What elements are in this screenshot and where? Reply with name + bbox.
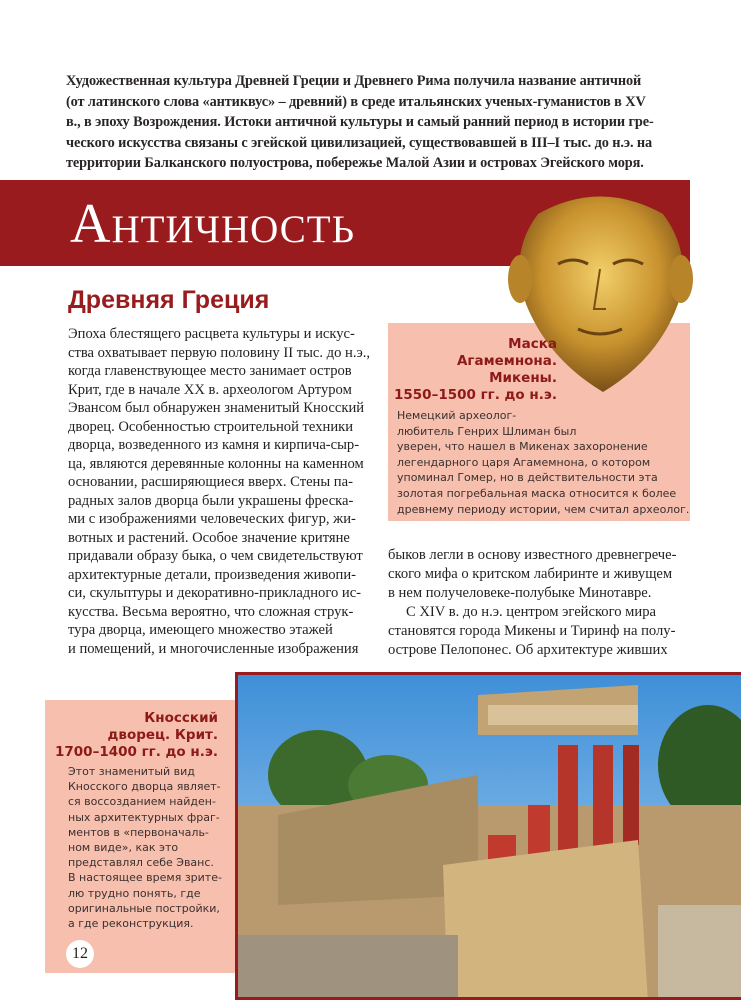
text-line: быков легли в основу известного древнегрече- [388, 547, 677, 563]
text-line: Художественная культура Древней Греции и Древнего Рима получила название античной [66, 73, 642, 89]
text-line: архитектурные детали, произведения живопи- [68, 566, 357, 583]
text-line: Эпоха блестящего расцвета культуры и искус- [68, 326, 355, 342]
page-number: 12 [66, 940, 94, 968]
text-line: Этот знаменитый вид [68, 765, 195, 778]
text-line: Микены. [489, 370, 557, 386]
text-line: золотая погребальная маска относится к более [397, 486, 677, 500]
intro-paragraph [66, 71, 692, 174]
text-line: 1700–1400 гг. до н.э. [55, 744, 218, 760]
body-column-left [68, 325, 376, 658]
text-line: тура дворца, имеющего множество этажей [68, 622, 333, 638]
text-line: дворец. Особенностью строительной техники [68, 418, 354, 435]
text-line: основании, расширяющиеся вверх. Стены па- [68, 474, 353, 490]
text-line: ского мифа о критском лабиринте и живущем [388, 566, 673, 582]
text-line: (от латинского слова «антиквус» – древний) в среде итальянских ученых-гуманистов в XV [66, 93, 646, 110]
text-line: Агамемнона. [456, 353, 557, 369]
text-line: Кносского дворца являет- [68, 780, 221, 794]
mask-caption-text [397, 408, 689, 517]
page-title: Античность [70, 193, 355, 255]
text-line: ся воссозданием найден- [68, 795, 216, 809]
text-line: уверен, что нашел в Микенах захоронение [397, 440, 648, 454]
text-line: С XIV в. до н.э. центром эгейского мира [406, 604, 656, 620]
text-line: дворец. Крит. [107, 727, 218, 743]
text-line: любитель Генрих Шлиман был [397, 424, 577, 438]
text-line: Крит, где в начале XX в. археологом Артуром [68, 381, 352, 398]
text-line: ства охватывает первую половину II тыс. до н.э., [68, 344, 371, 361]
text-line: в нем получеловеке-полубыке Минотавре. [388, 585, 652, 601]
text-line: 1550–1500 гг. до н.э. [394, 387, 557, 403]
section-heading: Древняя Греция [68, 286, 270, 314]
text-line: Маска [508, 336, 557, 352]
text-line: кусства. Весьма вероятно, что сложная струк- [68, 603, 354, 620]
text-line: упоминал Гомер, но в действительности эта [397, 471, 658, 485]
text-line: становятся города Микены и Тиринф на полу- [388, 623, 676, 639]
text-line: придавали образу быка, о чем свидетельствуют [68, 548, 363, 564]
mask-caption-heading [385, 336, 557, 404]
knossos-palace-photo [235, 672, 741, 1000]
text-line: ца, являются деревянные колонны на каменном [68, 455, 364, 472]
text-line: радных залов дворца были украшены фреска- [68, 492, 354, 509]
text-line: лю трудно понять, где [68, 886, 201, 900]
text-line: вотных и растений. Особое значение критяне [68, 529, 350, 546]
text-line: ментов в «первоначаль- [68, 825, 209, 839]
palace-caption-text [68, 764, 222, 931]
body-column-right [388, 546, 690, 660]
text-line: ном виде», как это [68, 841, 179, 855]
text-line: острове Пелопонес. Об архитектуре живших [388, 642, 668, 658]
text-line: оригинальные постройки, [68, 901, 220, 915]
text-line: Немецкий археолог- [397, 409, 517, 422]
text-line: си, скульптуры и декоративно-прикладного ис- [68, 585, 362, 601]
text-line: Эвансом был обнаружен знаменитый Кносский [68, 400, 365, 416]
text-line: представлял себе Эванс. [68, 856, 214, 870]
palace-caption-heading [48, 710, 218, 761]
text-line: Кносский [144, 710, 218, 726]
text-line: а где реконструкция. [68, 917, 194, 931]
text-line: древнему периоду истории, чем считал археолог. [397, 502, 690, 516]
text-line: ных архитектурных фраг- [68, 810, 220, 824]
text-line: и помещений, и многочисленные изображения [68, 640, 359, 657]
text-line: В настоящее время зрите- [68, 871, 222, 885]
text-line: легендарного царя Агамемнона, о котором [397, 455, 651, 469]
text-line: в., в эпоху Возрождения. Истоки античной культуры и самый ранний период в истории гре- [66, 114, 654, 130]
text-line: ческого искусства связаны с эгейской цивилизацией, существовавшей в III–I тыс. до н.э. на [66, 134, 653, 151]
text-line: территории Балканского полуострова, побережье Малой Азии и островах Эгейского моря. [66, 155, 644, 171]
text-line: дворца, возведенного из камня и кирпича-сыр- [68, 437, 360, 453]
text-line: когда главенствующее место занимает остров [68, 363, 352, 379]
text-line: ми с изображениями человеческих фигур, жи- [68, 511, 356, 527]
